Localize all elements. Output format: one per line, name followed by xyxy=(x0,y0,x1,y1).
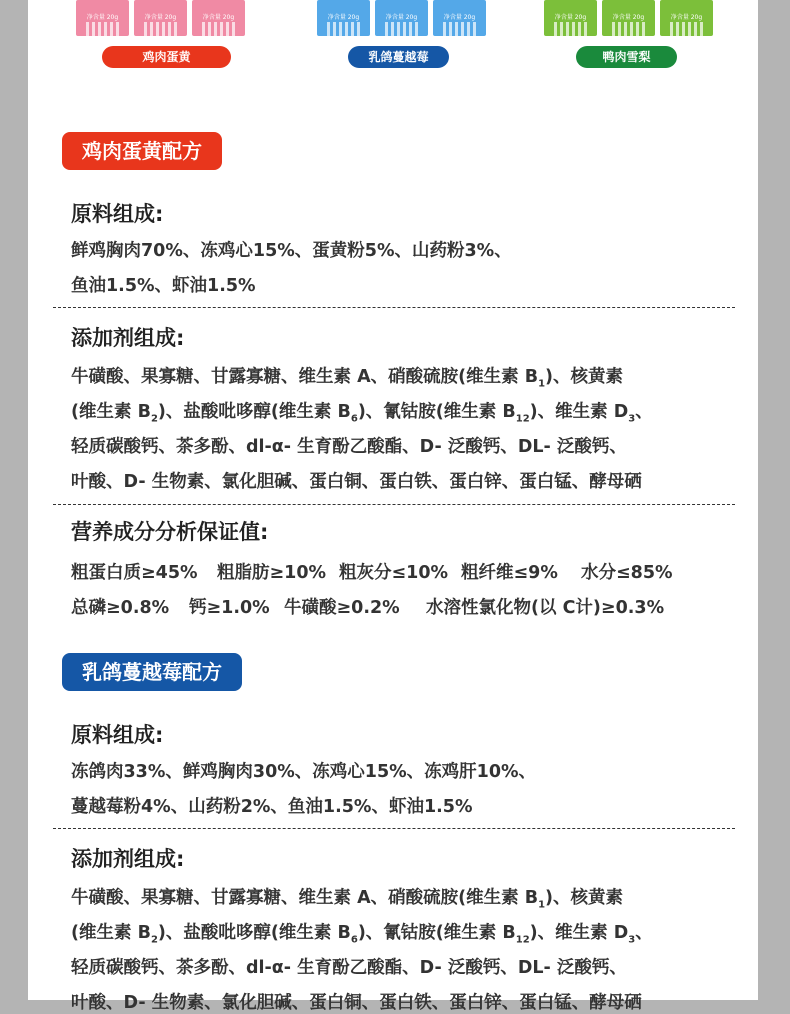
divider xyxy=(53,504,735,505)
additives-line: 轻质碳酸钙、茶多酚、dl-α- 生育酚乙酸酯、D- 泛酸钙、DL- 泛酸钙、 xyxy=(71,958,627,978)
additives-line: 牛磺酸、果寡糖、甘露寡糖、维生素 A、硝酸硫胺(维生素 $B_1$)、核黄素 xyxy=(71,367,624,390)
nutrition-value: 粗灰分≤10% xyxy=(339,563,449,583)
product-label-duck-pear: 鸭肉雪梨 xyxy=(576,46,677,68)
ingredients-title: 原料组成: xyxy=(71,202,164,226)
product-chicken-egg[interactable] xyxy=(76,0,245,36)
nutrition-title: 营养成分分析保证值: xyxy=(71,520,269,544)
additives-line: 牛磺酸、果寡糖、甘露寡糖、维生素 A、硝酸硫胺(维生素 $B_1$)、核黄素 xyxy=(71,888,624,911)
additives-title: 添加剂组成: xyxy=(71,326,185,350)
additives-title: 添加剂组成: xyxy=(71,847,185,871)
product-packs xyxy=(317,0,486,36)
additives-line: 叶酸、D- 生物素、氯化胆碱、蛋白铜、蛋白铁、蛋白锌、蛋白锰、酵母硒 xyxy=(71,472,642,492)
nutrition-value: 粗脂肪≥10% xyxy=(217,563,327,583)
divider xyxy=(53,307,735,308)
nutrition-row xyxy=(71,594,664,619)
nutrition-value: 总磷≥0.8% xyxy=(71,598,170,618)
additives-line: 轻质碳酸钙、茶多酚、dl-α- 生育酚乙酸酯、D- 泛酸钙、DL- 泛酸钙、 xyxy=(71,437,627,457)
nutrition-value: 水分≤85% xyxy=(581,563,673,583)
pack-image: 净含量 20g xyxy=(433,0,486,36)
pack-image: 净含量 20g xyxy=(660,0,713,36)
pack-image: 净含量 20g xyxy=(544,0,597,36)
additives-line: (维生素 $B_2$)、盐酸吡哆醇(维生素 $B_6$)、氰钴胺(维生素 $B_{12}$)、维生素 $D_3$、 xyxy=(71,402,653,425)
ingredients-line: 蔓越莓粉4%、山药粉2%、鱼油1.5%、虾油1.5% xyxy=(71,797,473,817)
pack-image: 净含量 20g xyxy=(192,0,245,36)
nutrition-value: 钙≥1.0% xyxy=(189,598,270,618)
additives-line: (维生素 $B_2$)、盐酸吡哆醇(维生素 $B_6$)、氰钴胺(维生素 $B_{12}$)、维生素 $D_3$、 xyxy=(71,923,653,946)
pack-image: 净含量 20g xyxy=(76,0,129,36)
nutrition-value: 水溶性氯化物(以 C计)≥0.3% xyxy=(426,598,665,618)
ingredients-line: 鱼油1.5%、虾油1.5% xyxy=(71,276,256,296)
nutrition-value: 粗纤维≤9% xyxy=(461,563,558,583)
section-badge-chicken-egg: 鸡肉蛋黄配方 xyxy=(62,132,222,170)
pack-image: 净含量 20g xyxy=(602,0,655,36)
product-label-pigeon-cranberry: 乳鸽蔓越莓 xyxy=(348,46,449,68)
ingredients-line: 鲜鸡胸肉70%、冻鸡心15%、蛋黄粉5%、山药粉3%、 xyxy=(71,241,512,261)
pack-image: 净含量 20g xyxy=(317,0,370,36)
ingredients-title: 原料组成: xyxy=(71,723,164,747)
divider xyxy=(53,828,735,829)
additives-line: 叶酸、D- 生物素、氯化胆碱、蛋白铜、蛋白铁、蛋白锌、蛋白锰、酵母硒 xyxy=(71,993,642,1013)
product-packs xyxy=(76,0,245,36)
product-pigeon-cranberry[interactable] xyxy=(317,0,486,36)
product-duck-pear[interactable] xyxy=(544,0,713,36)
product-packs xyxy=(544,0,713,36)
pack-image: 净含量 20g xyxy=(375,0,428,36)
ingredients-line: 冻鸽肉33%、鲜鸡胸肉30%、冻鸡心15%、冻鸡肝10%、 xyxy=(71,762,537,782)
product-detail-page xyxy=(28,0,758,1013)
nutrition-value: 牛磺酸≥0.2% xyxy=(284,598,400,618)
product-label-chicken-egg: 鸡肉蛋黄 xyxy=(102,46,231,68)
pack-image: 净含量 20g xyxy=(134,0,187,36)
section-badge-pigeon-cranberry: 乳鸽蔓越莓配方 xyxy=(62,653,242,691)
nutrition-row xyxy=(71,559,673,584)
nutrition-value: 粗蛋白质≥45% xyxy=(71,563,198,583)
